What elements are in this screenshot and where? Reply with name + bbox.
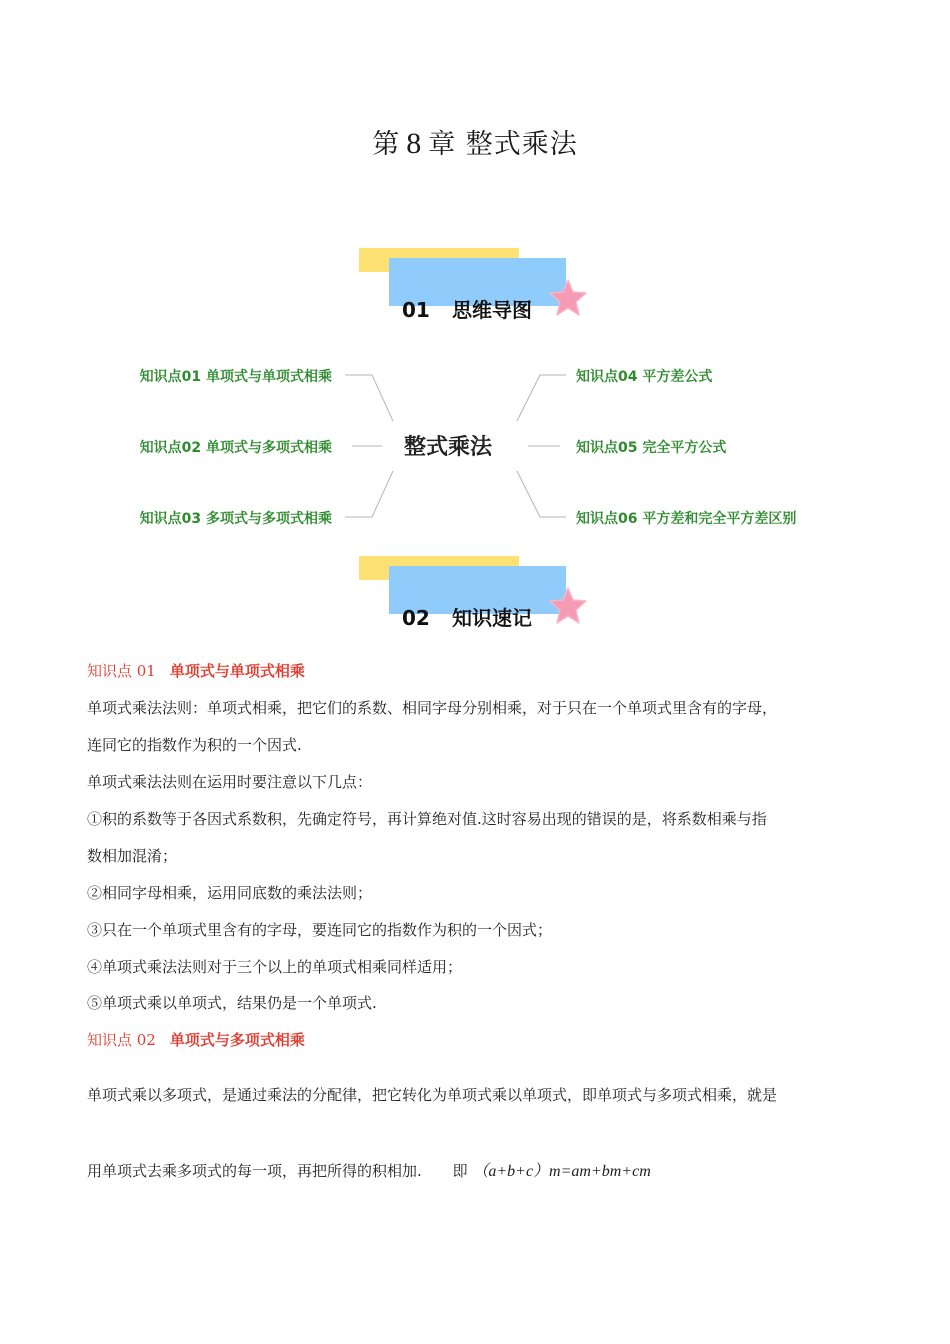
kp-number: 知识点 02 — [87, 1031, 156, 1049]
mindmap-node-right-2: 知识点05 完全平方公式 — [576, 440, 727, 456]
kp-number: 知识点 01 — [87, 662, 156, 680]
section-heading — [402, 602, 532, 631]
chapter-number: 8 — [406, 127, 423, 160]
section-title: 知识速记 — [452, 606, 532, 630]
formula: （a+b+c）m=am+bm+cm — [472, 1163, 651, 1180]
paragraph-line: 连同它的指数作为积的一个因式. — [87, 736, 302, 754]
paragraph-line: ②相同字母相乘，运用同底数的乘法法则； — [87, 884, 373, 902]
paragraph-line: 单项式乘以多项式，是通过乘法的分配律，把它转化为单项式乘以单项式，即单项式与多项式相乘，就是 — [87, 1086, 778, 1104]
knowledge-point-heading-1 — [87, 660, 305, 681]
paragraph-line-with-formula — [87, 1158, 651, 1181]
mindmap-node-right-3: 知识点06 平方差和完全平方差区别 — [576, 511, 797, 527]
section-number: 02 — [402, 606, 430, 630]
formula-prefix: 即 — [452, 1162, 468, 1180]
connector-line — [517, 375, 566, 421]
paragraph-line: ③只在一个单项式里含有的字母，要连同它的指数作为积的一个因式； — [87, 921, 553, 939]
title-prefix: 第 — [372, 129, 401, 160]
mindmap-node-left-3: 知识点03 多项式与多项式相乘 — [139, 511, 332, 527]
paragraph-line: ④单项式乘法法则对于三个以上的单项式相乘同样适用； — [87, 958, 463, 976]
kp-title: 单项式与多项式相乘 — [169, 1031, 305, 1049]
paragraph-line: 单项式乘法法则在运用时要注意以下几点： — [87, 773, 373, 791]
section-banner-notes — [358, 556, 598, 636]
title-suffix: 章 整式乘法 — [428, 129, 578, 160]
paragraph-line: ①积的系数等于各因式系数积，先确定符号，再计算绝对值.这时容易出现的错误的是，将系数相乘与指 — [87, 810, 767, 828]
connector-line — [345, 471, 393, 517]
mindmap-center: 整式乘法 — [404, 435, 493, 460]
section-title: 思维导图 — [452, 298, 532, 322]
knowledge-point-heading-2 — [87, 1029, 305, 1050]
paragraph-line: ⑤单项式乘以单项式，结果仍是一个单项式. — [87, 994, 377, 1012]
mindmap-node-left-2: 知识点02 单项式与多项式相乘 — [139, 440, 332, 456]
mindmap-node-left-1: 知识点01 单项式与单项式相乘 — [139, 369, 332, 385]
connector-line — [517, 471, 566, 517]
kp-title: 单项式与单项式相乘 — [169, 662, 305, 680]
paragraph-line: 单项式乘法法则：单项式相乘，把它们的系数、相同字母分别相乘，对于只在一个单项式里含有的字母， — [87, 699, 778, 717]
paragraph-text: 用单项式去乘多项式的每一项，再把所得的积相加. — [87, 1162, 422, 1180]
connector-line — [345, 375, 393, 421]
section-number: 01 — [402, 298, 430, 322]
mindmap-node-right-1: 知识点04 平方差公式 — [576, 369, 713, 385]
star-icon — [548, 586, 588, 626]
paragraph-line: 数相加混淆； — [87, 847, 178, 865]
